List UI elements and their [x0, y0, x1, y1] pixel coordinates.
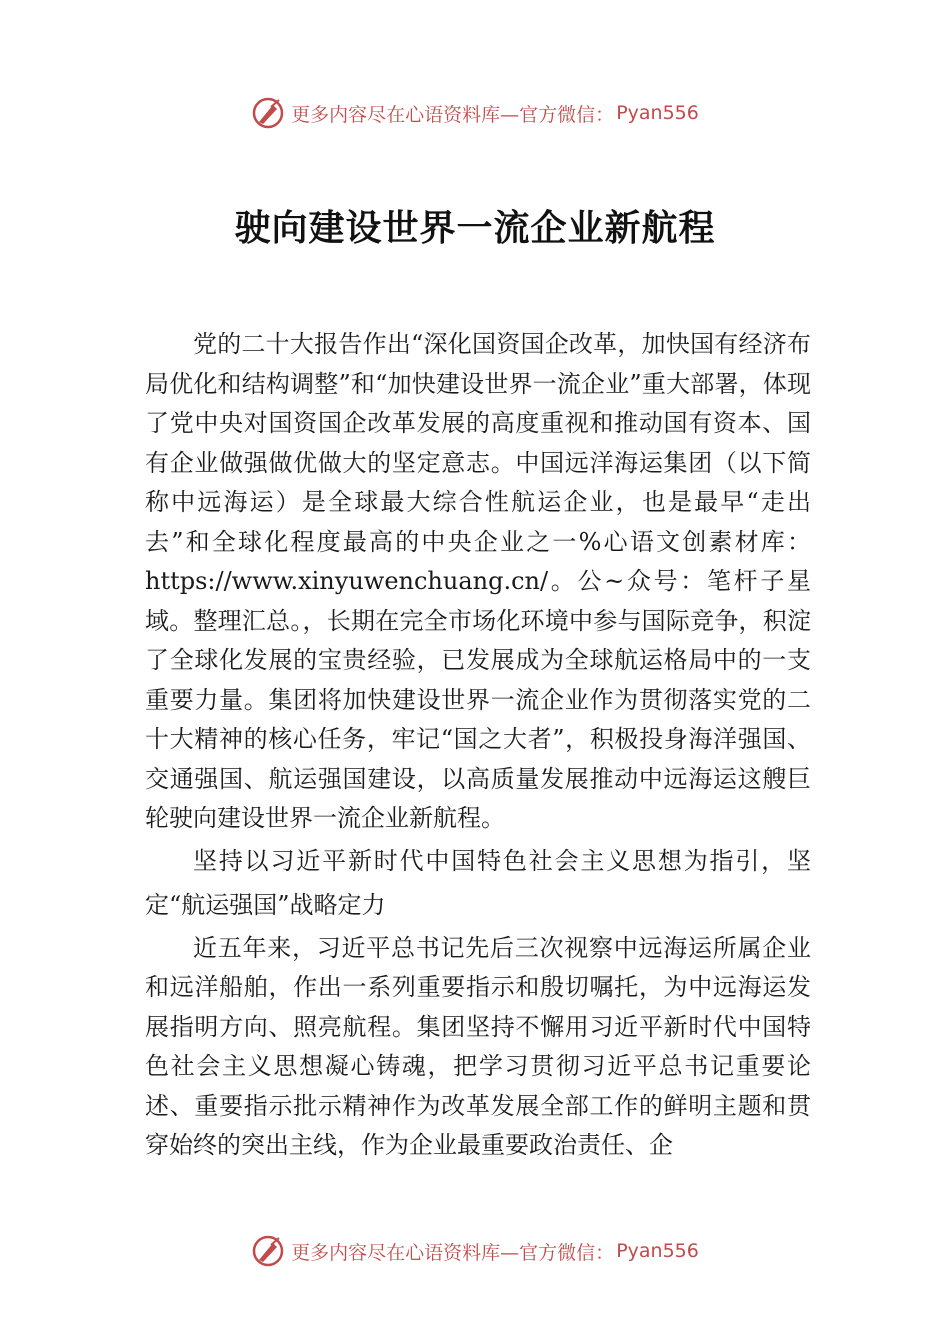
pen-logo-icon — [251, 96, 285, 130]
banner-wechat-label: 官方微信： — [519, 103, 615, 126]
pen-logo-icon — [251, 1234, 285, 1268]
footer-watermark-banner — [0, 1234, 950, 1268]
paragraph: 党的二十大报告作出“深化国资国企改革，加快国有经济布局优化和结构调整”和“加快建设世界一流企业”重大部署，体现了党中央对国资国企改革发展的高度重视和推动国有资本、国有企业做强做优做大的坚定意志。中国远洋海运集团（以下简称中远海运）是全球最大综合性航运企业，也是最早“走出去”和全球化程度最高的中央企业之一%心语文创素材库：https://www.xinyuwenchuang.cn/。公~众号：笔杆子星域。整理汇总。，长期在完全市场化环境中参与国际竞争，积淀了全球化发展的宝贵经验，已发展成为全球航运格局中的一支重要力量。集团将加快建设世界一流企业作为贯彻落实党的二十大精神的核心任务，牢记“国之大者”，积极投身海洋强国、交通强国、航运强国建设，以高质量发展推动中远海运这艘巨轮驶向建设世界一流企业新航程。 — [145, 330, 811, 832]
banner-wechat-label: 官方微信： — [519, 1241, 615, 1264]
section-heading: 坚持以习近平新时代中国特色社会主义思想为指引，坚定“航运强国”战略定力 — [145, 846, 811, 919]
paragraph: 近五年来，习近平总书记先后三次视察中远海运所属企业和远洋船舶，作出一系列重要指示和殷切嘱托，为中远海运发展指明方向、照亮航程。集团坚持不懈用习近平新时代中国特色社会主义思想凝心铸魂，把学习贯彻习近平总书记重要论述、重要指示批示精神作为改革发展全部工作的鲜明主题和贯穿始终的突出主线，作为企业最重要政治责任、企 — [145, 933, 811, 1159]
banner-text: 更多内容尽在心语资料库— — [291, 103, 520, 126]
banner-text: 更多内容尽在心语资料库— — [291, 1241, 520, 1264]
document-body — [145, 325, 811, 1166]
banner-wechat-id: Pyan556 — [616, 102, 699, 124]
header-watermark-banner — [0, 96, 950, 130]
document-title: 驶向建设世界一流企业新航程 — [234, 207, 716, 249]
banner-wechat-id: Pyan556 — [616, 1240, 699, 1262]
